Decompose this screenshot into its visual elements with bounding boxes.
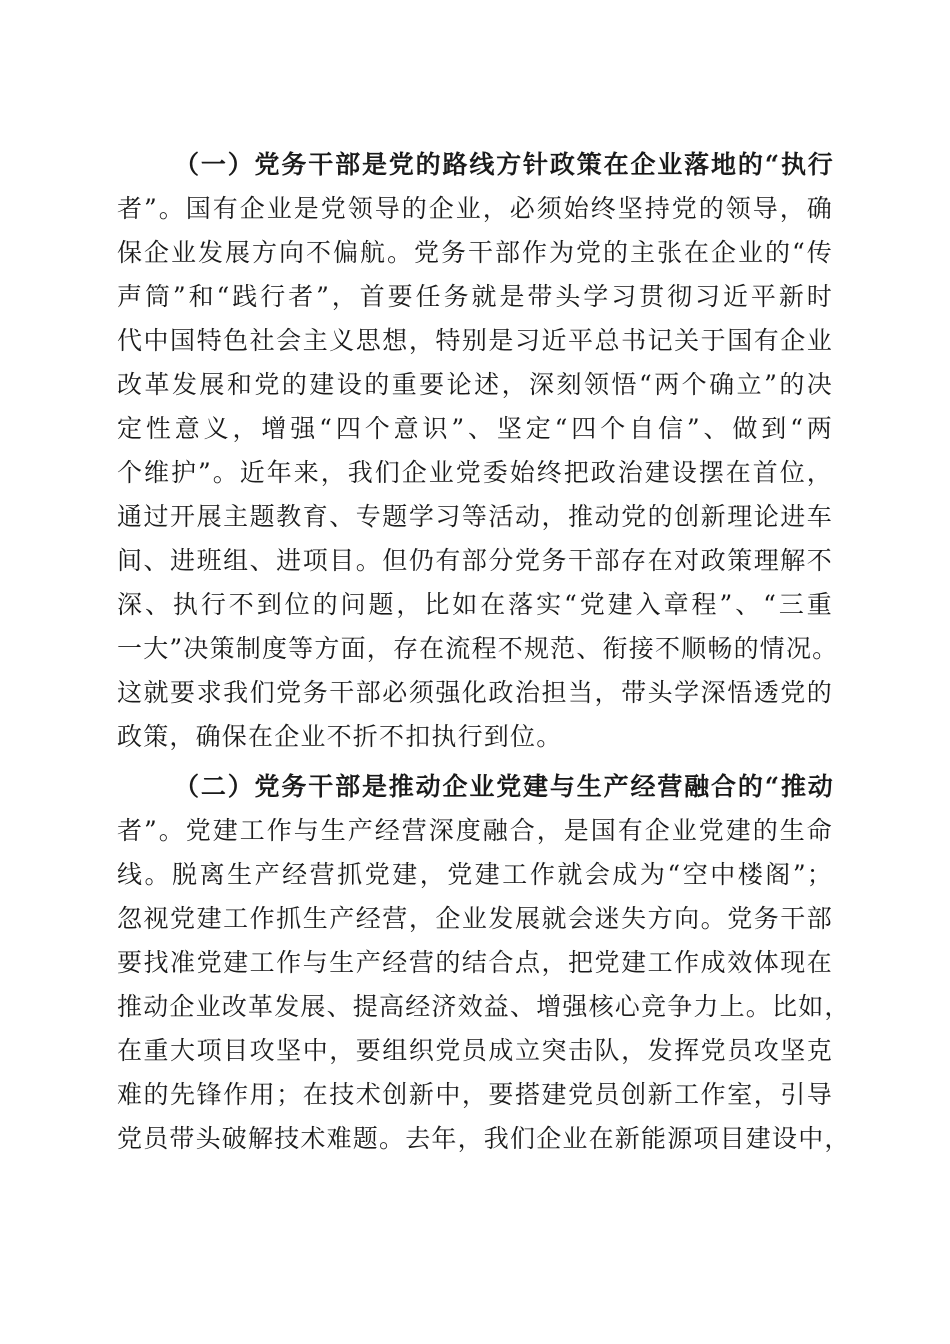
paragraph-2-line-7: 在重大项目攻坚中，要组织党员成立突击队，发挥党员攻坚克 — [117, 1036, 833, 1065]
paragraph-1-line-14: 政策，确保在企业不折不扣执行到位。 — [117, 722, 563, 751]
paragraph-1-line-2: 者”。国有企业是党领导的企业，必须始终坚持党的领导，确 — [117, 194, 833, 223]
paragraph-1-line-4: 声筒”和“践行者”，首要任务就是带头学习贯彻习近平新时 — [117, 282, 833, 311]
paragraph-1-line-6: 改革发展和党的建设的重要论述，深刻领悟“两个确立”的决 — [117, 370, 833, 399]
paragraph-2-line-1: （二）党务干部是推动企业党建与生产经营融合的“推动 — [174, 772, 834, 801]
paragraph-1-line-12: 一大”决策制度等方面，存在流程不规范、衔接不顺畅的情况。 — [117, 634, 839, 663]
paragraph-2-line-8: 难的先锋作用；在技术创新中，要搭建党员创新工作室，引导 — [117, 1080, 833, 1109]
paragraph-1-line-3: 保企业发展方向不偏航。党务干部作为党的主张在企业的“传 — [117, 238, 833, 267]
paragraph-1-line-1: （一）党务干部是党的路线方针政策在企业落地的“执行 — [174, 150, 834, 179]
paragraph-2-line-3: 线。脱离生产经营抓党建，党建工作就会成为“空中楼阁”； — [117, 860, 833, 889]
paragraph-1-line-11: 深、执行不到位的问题，比如在落实“党建入章程”、“三重 — [117, 590, 833, 619]
paragraph-1-line-8: 个维护”。近年来，我们企业党委始终把政治建设摆在首位， — [117, 458, 833, 487]
paragraph-2-line-4: 忽视党建工作抓生产经营，企业发展就会迷失方向。党务干部 — [117, 904, 833, 933]
paragraph-1-line-13: 这就要求我们党务干部必须强化政治担当，带头学深悟透党的 — [117, 678, 833, 707]
paragraph-1-line-5: 代中国特色社会主义思想，特别是习近平总书记关于国有企业 — [117, 326, 833, 355]
paragraph-1-line-10: 间、进班组、进项目。但仍有部分党务干部存在对政策理解不 — [117, 546, 833, 575]
paragraph-1-line-9: 通过开展主题教育、专题学习等活动，推动党的创新理论进车 — [117, 502, 833, 531]
paragraph-2-line-2: 者”。党建工作与生产经营深度融合，是国有企业党建的生命 — [117, 816, 833, 845]
paragraph-2-line-9: 党员带头破解技术难题。去年，我们企业在新能源项目建设中， — [117, 1124, 851, 1153]
paragraph-2-line-6: 推动企业改革发展、提高经济效益、增强核心竞争力上。比如， — [117, 992, 851, 1021]
paragraph-2-line-5: 要找准党建工作与生产经营的结合点，把党建工作成效体现在 — [117, 948, 833, 977]
paragraph-1-line-7: 定性意义，增强“四个意识”、坚定“四个自信”、做到“两 — [117, 414, 833, 443]
